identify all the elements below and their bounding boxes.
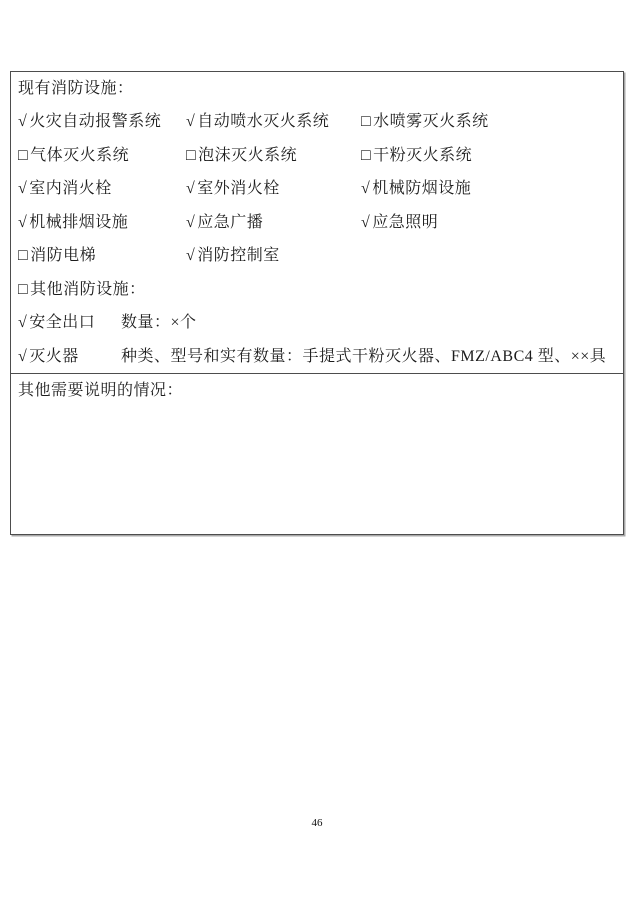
checkbox-icon: □ — [18, 280, 29, 298]
facilities-row-extinguisher — [11, 340, 623, 374]
check-mark-icon: √ — [18, 347, 28, 365]
facilities-row-1 — [11, 106, 623, 140]
facility-item-extinguisher — [18, 349, 79, 365]
facilities-row-2 — [11, 139, 623, 173]
facility-item-smoke-extraction — [18, 215, 128, 231]
facility-label: 机械排烟设施 — [29, 213, 129, 231]
check-mark-icon: √ — [361, 213, 371, 231]
checkbox-icon: □ — [186, 146, 197, 164]
page-number: 46 — [311, 817, 323, 829]
facility-item-fire-alarm — [18, 114, 161, 130]
facility-label: 安全出口 — [29, 314, 96, 332]
check-mark-icon: √ — [186, 213, 196, 231]
facility-item-indoor-hydrant — [18, 181, 112, 197]
safety-exit-quantity: 数量：×个 — [121, 314, 197, 332]
facility-label: 火灾自动报警系统 — [29, 113, 162, 131]
facility-label: 自动喷水灭火系统 — [197, 113, 330, 131]
facility-item-fire-control-room — [186, 248, 280, 264]
facility-label: 室内消火栓 — [29, 180, 112, 198]
facilities-row-5 — [11, 240, 623, 274]
notes-section — [11, 374, 623, 535]
facilities-title-row — [11, 72, 623, 106]
extinguisher-detail: 种类、型号和实有数量：手提式干粉灭火器、FMZ/ABC4 型、××具 — [121, 347, 607, 365]
checkbox-icon: □ — [361, 146, 372, 164]
check-mark-icon: √ — [18, 180, 28, 198]
facility-label: 干粉灭火系统 — [373, 146, 473, 164]
notes-section-title: 其他需要说明的情况： — [18, 382, 184, 399]
checkbox-icon: □ — [18, 247, 29, 265]
fire-facilities-form-table — [10, 71, 624, 535]
facility-item-foam — [186, 148, 297, 164]
facility-label: 机械防烟设施 — [372, 180, 472, 198]
facility-item-other — [18, 282, 146, 298]
facility-label: 消防电梯 — [30, 247, 97, 265]
check-mark-icon: √ — [186, 180, 196, 198]
facilities-row-safety-exit — [11, 307, 623, 341]
facilities-row-4 — [11, 206, 623, 240]
facility-item-water-spray — [361, 114, 489, 130]
facility-label: 应急广播 — [197, 213, 264, 231]
facility-label: 泡沫灭火系统 — [198, 146, 298, 164]
check-mark-icon: √ — [186, 113, 196, 131]
facility-item-gas — [18, 148, 129, 164]
checkbox-icon: □ — [18, 146, 29, 164]
facility-item-emergency-lighting — [361, 215, 438, 231]
existing-facilities-section — [11, 72, 623, 374]
facility-item-smoke-prevention — [361, 181, 471, 197]
facilities-row-other — [11, 273, 623, 307]
check-mark-icon: √ — [18, 314, 28, 332]
facility-item-dry-powder — [361, 148, 472, 164]
facility-item-fire-elevator — [18, 248, 96, 264]
check-mark-icon: √ — [186, 247, 196, 265]
facility-label: 消防控制室 — [197, 247, 280, 265]
check-mark-icon: √ — [18, 213, 28, 231]
facility-label: 水喷雾灭火系统 — [373, 113, 489, 131]
facility-item-emergency-broadcast — [186, 215, 263, 231]
facilities-section-title: 现有消防设施： — [18, 79, 134, 97]
check-mark-icon: √ — [18, 113, 28, 131]
facility-label: 室外消火栓 — [197, 180, 280, 198]
facility-label: 气体灭火系统 — [30, 146, 130, 164]
facilities-row-3 — [11, 173, 623, 207]
facility-label: 其他消防设施： — [30, 280, 146, 298]
check-mark-icon: √ — [361, 180, 371, 198]
facility-item-sprinkler — [186, 114, 329, 130]
facility-item-safety-exit — [18, 315, 95, 331]
facility-label: 灭火器 — [29, 347, 79, 365]
facility-label: 应急照明 — [372, 213, 439, 231]
checkbox-icon: □ — [361, 113, 372, 131]
facility-item-outdoor-hydrant — [186, 181, 280, 197]
